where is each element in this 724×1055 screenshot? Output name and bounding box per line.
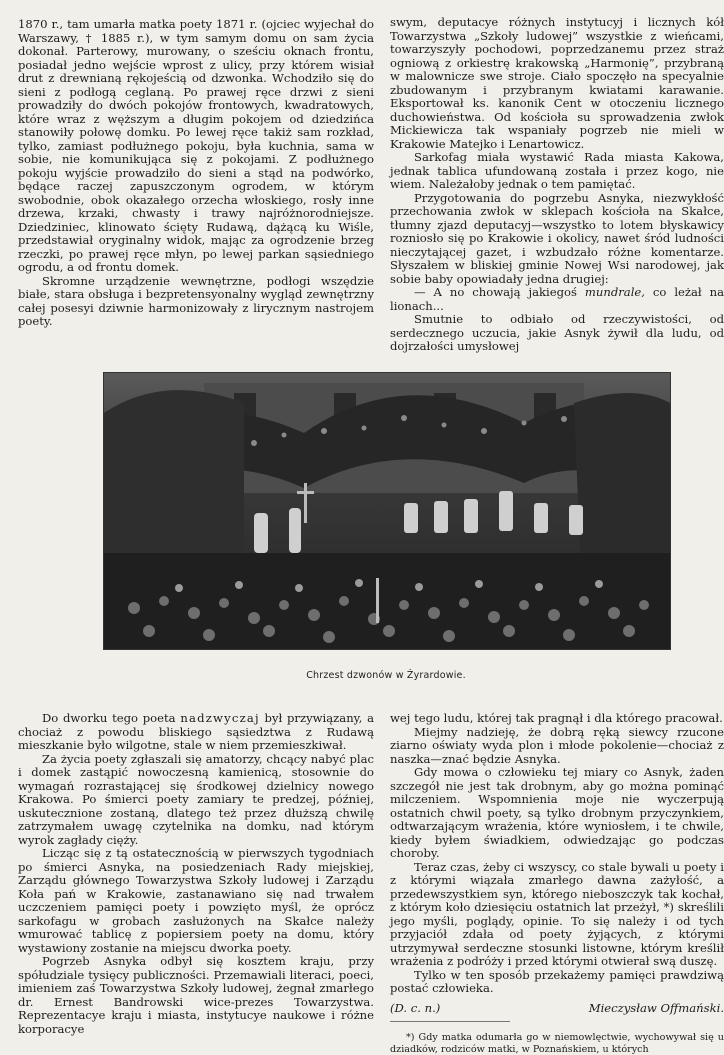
photo-illustration xyxy=(104,373,670,649)
paragraph: Licząc się z tą ostatecznością w pierwszych tygodniach po śmierci Asnyka, na posiedzeniach Rady miejskiej, Zarządu głównego Towarzystwa Szkoły ludowej i Zarządu Koła pań w Krakowie, zastanawiano się nad trwałem uczczeniem pamięci poety i powzięto myśl, że oprócz sarkofagu w grobach zasłużonych na Skałce należy wmurować tablicę z popiersiem poety na domu, który wystawiony zostanie na miejscu dworka poety. xyxy=(18,846,374,955)
paragraph: swym, deputacye różnych instytucyj i licznych kół Towarzystwa „Szkoły ludowej” wszystkie z wieńcami, towarzyszyły pochodowi, poprzedzanemu przez straż ogniową z orkiestrę krakowską „Harmonię”, przybraną w malownicze swe stroje. Ciało spoczęło na specyalnie zbudowanym i przybranym kwiatami karawanie. Eksportował ks. kanonik Cent w otoczeniu licznego duchowieństwa. Od kościoła su sprowadzenia zwłok Mickiewicza tak wspaniały pogrzeb nie mieli w Krakowie Matejko i Lenartowicz. xyxy=(390,15,724,151)
column-top-right xyxy=(390,15,724,353)
paragraph: Sarkofag miała wystawić Rada miasta Kakowa, jednak tablica ufundowaną została i przez kogo, nie wiem. Należałoby jednak o tem pamiętać. xyxy=(390,150,724,191)
text-run-spaced: nadzwyczaj xyxy=(180,711,260,725)
paragraph: Tylko w ten sposób przekażemy pamięci prawdziwą postać człowieka. xyxy=(390,967,724,995)
photograph-bell-baptism xyxy=(103,372,671,650)
photo-caption: Chrzest dzwonów w Żyrardowie. xyxy=(306,670,466,681)
footnote-rule xyxy=(390,1021,510,1022)
quote-text-end: co leżał na lionach... xyxy=(390,285,724,313)
text-run: był przywiązany, a chociaż z powodu bliskiego sąsiedztwa z Rudawą mieszkanie było wilgotne, stale w niem przemieszkiwał. xyxy=(18,711,374,752)
continuation-mark: (D. c. n.) xyxy=(390,1000,441,1015)
paragraph: Skromne urządzenie wewnętrzne, podłogi wszędzie białe, stara obsługa i bezpretensyonalny wygląd zewnętrzny całej posesyi dziwnie harmonizowały z lirycznym nastrojem poety. xyxy=(18,273,374,328)
paragraph: Smutnie to odbiało od rzeczywistości, od serdecznego uczucia, jakie Asnyk żywił dla ludu, od dojrzałości umysłowej xyxy=(390,312,724,353)
paragraph: Pogrzeb Asnyka odbył się kosztem kraju, przy spółudziale tysięcy publiczności. Przemawiali literaci, poeci, imieniem zaś Towarzystwa Szkoły ludowej, żegnał zmarłego dr. Ernest Bandrowski wice-prezes Towarzystwa. Reprezentacye kraju i miasta, instytucye naukowe i różne korporacye xyxy=(18,954,374,1036)
paragraph: wej tego ludu, której tak pragnął i dla którego pracował. xyxy=(390,711,723,725)
quote-text: — A no chowają jakiegoś xyxy=(414,285,577,299)
column-top-left xyxy=(18,18,374,336)
author-name: Mieczysław Offmański. xyxy=(588,1000,724,1015)
paragraph-quote xyxy=(390,286,724,313)
paragraph: Teraz czas, żeby ci wszyscy, co stale bywali u poety i z którymi wiązała zmarłego dawna zażyłość, a przedewszystkiem syn, którego nieboszczyk tak kochał, z którym koło dziesięciu ostatnich lat przeżył, *) skreślili jego myśli, poglądy, opinie. To się należy i od tych przyjaciół zdała od poety żyjących, z którymi utrzymywał serdeczne stosunki listowne, którym kreślił wrażenia z podróży i przed którymi otwierał swą duszę. xyxy=(390,859,724,968)
paragraph: Miejmy nadzieję, że dobrą ręką siewcy rzucone ziarno oświaty wyda plon i młode pokolenie—chociaż z naszka—znać będzie Asnyka. xyxy=(390,724,724,766)
paragraph: Gdy mowa o człowieku tej miary co Asnyk, żaden szczegół nie jest tak drobnym, aby go można pominąć milczeniem. Wspomnienia moje nie wyczerpują ostatnich chwil poety, są tylko drobnym przyczynkiem, odtwarzającym wrażenia, które wyniosłem, i te chwile, kiedy byłem świadkiem, odwiedzając go podczas choroby. xyxy=(390,765,724,860)
paragraph: 1870 r., tam umarła matka poety 1871 r. (ojciec wyjechał do Warszawy, † 1885 r.), w tym samym domu on sam życia dokonał. Parterowy, murowany, o sześciu oknach frontu, posiadał jedno wejście wprost z ulicy, przy którem wisiał drut z drewnianą rękojeścią od dzwonka. Wchodziło się do sieni z podłogą ceglaną. Po prawej ręce drzwi z sieni prowadziły do dwóch pokojów frontowych, kwadratowych, które wraz z węższym a długim pokojem od dziedzińca stanowiły połowę domku. Po lewej ręce takiż sam rozkład, tylko, zamiast podłużnego pokoju, była kuchnia, sama w sobie, nie komunikująca się z pokojami. Z podłużnego pokoju wyjście prowadziło do sieni a stąd na podwórko, będące raczej zapuszczonym ogrodem, w którym swobodnie, obok okazałego orzecha włoskiego, rosły inne drzewa, krzaki, chwasty i trawy najróżnorodniejsze. Dziedziniec, klinowato ścięty Rudawą, dążącą ku Wiśle, przedstawiał oryginalny widok, mając za ogrodzenie brzeg rzeczki, po prawej ręce młyn, po lewej parkan sąsiedniego ogrodu, a od frontu domek. xyxy=(18,17,374,274)
paragraph xyxy=(18,712,374,753)
quote-emphasis: mundrale, xyxy=(584,285,645,299)
paragraph: Za życia poety zgłaszali się amatorzy, chcący nabyć plac i domek zastąpić nowoczesną kamienicą, stosownie do wymagań rozrastającej się środkowej dzielnicy nowego Krakowa. Po śmierci poety zamiary te predzej, później, uskutecznione zostaną, dlatego też przez dłuższą chwilę zatrzymałem uwagę czytelnika na domku, nad którym wyrok zagłady cięży. xyxy=(18,751,374,847)
footnote: *) Gdy matka odumarła go w niemowlęctwie, wychowywał się u dziadków, rodziców matki, w Poznańskiem, u których xyxy=(390,1032,724,1055)
column-bottom-right xyxy=(390,711,724,1055)
text-run: Do dworku tego poeta xyxy=(42,711,176,725)
paragraph: Przygotowania do pogrzebu Asnyka, niezwykłość przechowania zwłok w sklepach kościoła na Skałce, tłumny zjazd deputacyj—wszystko to lotem błyskawicy rozniosło się po Krakowie i okolicy, nawet śród ludności nieczytającej gazet, i wzbudzało różne komentarze. Słyszałem w bliskiej gminie Nowej Wsi narodowej, jak sobie baby opowiadały jedna drugiej: xyxy=(390,190,724,286)
column-bottom-left xyxy=(18,711,374,1036)
signature-line xyxy=(390,1002,724,1016)
